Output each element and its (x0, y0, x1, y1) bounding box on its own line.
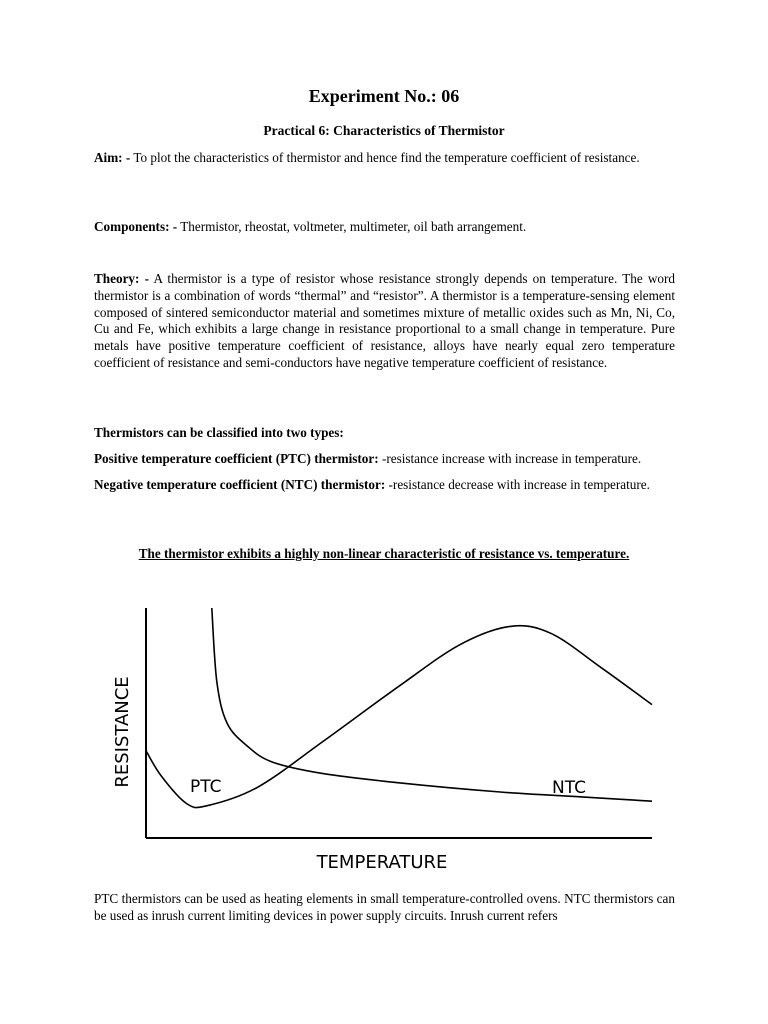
ptc-definition (94, 451, 675, 468)
figure-caption: The thermistor exhibits a highly non-linear characteristic of resistance vs. temperature. (138, 546, 630, 561)
ntc-label: Negative temperature coefficient (NTC) thermistor: (94, 477, 386, 492)
ptc-label: PTC (190, 777, 222, 797)
aim-text: To plot the characteristics of thermistor and hence find the temperature coefficient of resistance. (133, 150, 640, 165)
ntc-label: NTC (552, 778, 586, 798)
aim-paragraph (94, 150, 675, 167)
page-title: Experiment No.: 06 (308, 86, 460, 106)
theory-paragraph (94, 271, 675, 372)
aim-label: Aim: - (94, 150, 131, 165)
x-axis-label: TEMPERATURE (316, 852, 448, 873)
components-label: Components: - (94, 219, 178, 234)
closing-paragraph: PTC thermistors can be used as heating elements in small temperature-controlled ovens. NTC thermistors can be used as inrush current limiting devices in power supply circuits. Inrush current refers (94, 891, 675, 923)
thermistor-chart (100, 596, 660, 886)
theory-label: Theory: - (94, 271, 149, 286)
y-axis-label: RESISTANCE (112, 676, 133, 788)
components-text: Thermistor, rheostat, voltmeter, multimeter, oil bath arrangement. (180, 219, 527, 234)
types-heading: Thermistors can be classified into two types: (94, 425, 344, 440)
ntc-text: -resistance decrease with increase in temperature. (388, 477, 650, 492)
ntc-curve (212, 608, 652, 801)
ptc-label: Positive temperature coefficient (PTC) thermistor: (94, 451, 379, 466)
components-paragraph (94, 219, 675, 236)
theory-text: A thermistor is a type of resistor whose resistance strongly depends on temperature. The word thermistor is a combination of words “thermal” and “resistor”. A thermistor is a temperature-sensing element composed of sintered semiconductor material and sometimes mixture of metallic oxides such as Mn, Ni, Co, Cu and Fe, which exhibits a large change in resistance proportional to a small change in temperature. Pure metals have positive temperature coefficient of resistance, alloys have nearly equal zero temperature coefficient of resistance and semi-conductors have negative temperature coefficient of resistance. (94, 271, 675, 370)
ntc-definition (94, 477, 675, 494)
ptc-text: -resistance increase with increase in temperature. (381, 451, 642, 466)
page-subtitle: Practical 6: Characteristics of Thermistor (263, 123, 505, 138)
